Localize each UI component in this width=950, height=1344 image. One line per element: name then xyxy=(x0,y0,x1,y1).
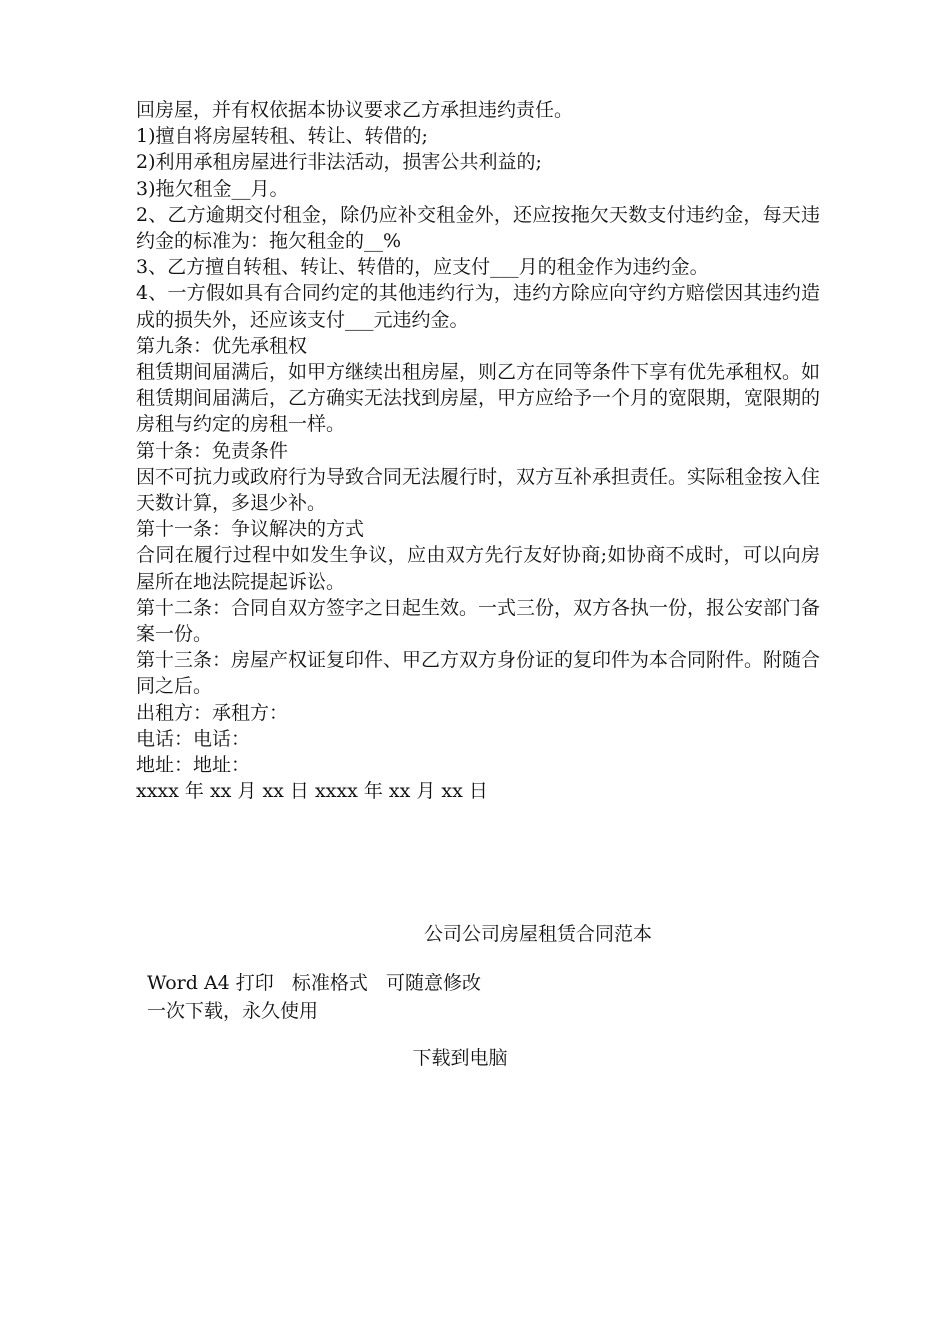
promo-features: Word A4 打印 标准格式 可随意修改 xyxy=(147,972,482,994)
article-heading: 第十一条：争议解决的方式 xyxy=(136,518,365,541)
document-title: 公司公司房屋租赁合同范本 xyxy=(423,923,652,945)
contract-paragraph: 回房屋，并有权依据本协议要求乙方承担违约责任。 xyxy=(136,99,574,121)
contract-paragraph: 第十二条：合同自双方签字之日起生效。一式三份，双方各执一份，报公安部门备案一份。 xyxy=(136,596,821,646)
contract-paragraph: 第十三条：房屋产权证复印件、甲乙方双方身份证的复印件为本合同附件。附随合同之后。 xyxy=(136,649,821,698)
article-heading: 第九条：优先承租权 xyxy=(136,334,308,357)
promo-tagline: 一次下载，永久使用 xyxy=(147,1000,319,1022)
contract-clause: 3)拖欠租金__月。 xyxy=(136,177,289,200)
contract-paragraph: 2、乙方逾期交付租金，除仍应补交租金外，还应按拖欠天数支付违约金，每天违约金的标准为：拖欠租金的__% xyxy=(136,203,820,253)
contract-paragraph: 3、乙方擅自转租、转让、转借的，应支付___月的租金作为违约金。 xyxy=(136,256,709,279)
download-link[interactable]: 下载到电脑 xyxy=(412,1047,508,1069)
signature-date: xxxx 年 xx 月 xx 日 xxxx 年 xx 月 xx 日 xyxy=(136,780,488,803)
contract-clause: 1)擅自将房屋转租、转让、转借的; xyxy=(136,125,428,148)
contract-paragraph: 租赁期间届满后，如甲方继续出租房屋，则乙方在同等条件下享有优先承租权。如租赁期间届满后，乙方确实无法找到房屋，甲方应给予一个月的宽限期，宽限期的房租与约定的房租一样。 xyxy=(136,361,821,436)
contract-body xyxy=(136,97,820,804)
contract-paragraph: 因不可抗力或政府行为导致合同无法履行时，双方互补承担责任。实际租金按入住天数计算，多退少补。 xyxy=(136,465,821,515)
signature-phone: 电话：电话： xyxy=(136,727,251,750)
contract-paragraph: 合同在履行过程中如发生争议，应由双方先行友好协商;如协商不成时，可以向房屋所在地法院提起诉讼。 xyxy=(136,544,820,593)
contract-clause: 2)利用承租房屋进行非法活动，损害公共利益的; xyxy=(136,151,542,174)
signature-parties: 出租方：承租方： xyxy=(136,701,289,724)
contract-paragraph: 4、一方假如具有合同约定的其他违约行为，违约方除应向守约方赔偿因其违约造成的损失外，还应该支付___元违约金。 xyxy=(136,282,820,331)
signature-address: 地址：地址： xyxy=(136,754,251,777)
article-heading: 第十条：免责条件 xyxy=(136,439,289,462)
